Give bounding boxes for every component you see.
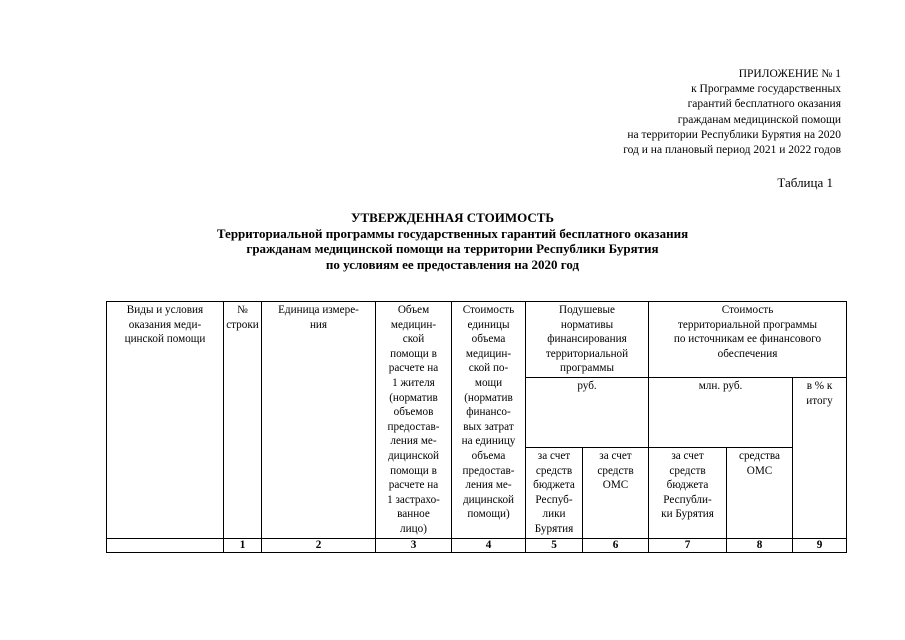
- cell-line: объема: [471, 333, 506, 346]
- header-row-number: [224, 302, 262, 539]
- appendix-line: год и на плановый период 2021 и 2022 годов: [623, 144, 841, 157]
- cell-line: медицин-: [390, 318, 437, 331]
- cell-line: за счет: [671, 449, 704, 462]
- cell-line: ки Бурятия: [661, 508, 714, 521]
- cell-line: на единицу: [461, 435, 516, 448]
- cell-line: бюджета: [666, 479, 709, 492]
- cell-line: 1 жителя: [392, 376, 435, 389]
- sub-budget-rub: [526, 447, 583, 538]
- header-unit-cost: [452, 302, 526, 539]
- cell-line: Республи-: [663, 493, 712, 506]
- column-number: 4: [452, 538, 526, 552]
- cell-line: средств: [597, 464, 634, 477]
- cell-line: финансирования: [547, 333, 627, 346]
- cell-line: №: [237, 304, 248, 316]
- cell-line: средств: [535, 464, 573, 477]
- cost-table: [106, 301, 847, 553]
- cell-line: средства: [739, 449, 781, 462]
- cell-line: расчете на: [388, 362, 439, 375]
- cell-line: ской по-: [468, 362, 509, 375]
- column-number: 5: [526, 538, 583, 552]
- header-per-capita: [526, 302, 649, 378]
- column-numbers-row: [107, 538, 847, 552]
- cell-line: территориальной: [545, 347, 629, 360]
- column-number: 2: [262, 538, 376, 552]
- cell-line: ния: [309, 318, 328, 331]
- cell-line: цинской помощи: [124, 333, 206, 346]
- cell-line: финансо-: [466, 406, 511, 419]
- cell-line: лицо): [400, 522, 427, 535]
- cell-line: ванное: [397, 508, 430, 521]
- cell-line: в % к: [806, 379, 833, 392]
- appendix-line: гарантий бесплатного оказания: [687, 98, 841, 111]
- cell-line: лики: [542, 508, 566, 521]
- cell-line: за счет: [537, 449, 571, 462]
- appendix-line: к Программе государственных: [691, 83, 841, 96]
- cell-line: объема: [471, 449, 506, 462]
- cell-line: Стоимость: [462, 304, 515, 316]
- cell-line: мощи: [474, 376, 503, 389]
- appendix-block: [623, 67, 841, 158]
- cell-line: нормативы: [560, 318, 614, 331]
- sub-oms-rub: [583, 447, 649, 538]
- cell-line: дицинской: [462, 493, 515, 506]
- sub-budget-mln: [649, 447, 727, 538]
- cell-line: (норматив: [464, 391, 513, 404]
- column-number: 7: [649, 538, 727, 552]
- cell-line: 1 застрахо-: [387, 493, 440, 506]
- column-number: 1: [224, 538, 262, 552]
- cell-line: территориальной программы: [678, 318, 818, 331]
- cell-line: ской: [402, 333, 425, 346]
- heading-subtitle-line: по условиям ее предоставления на 2020 год: [325, 256, 580, 272]
- header-unit: [262, 302, 376, 539]
- cell-line: ления ме-: [390, 435, 437, 448]
- heading-title: УТВЕРЖДЕННАЯ СТОИМОСТЬ: [350, 210, 555, 225]
- cell-line: оказания меди-: [128, 318, 202, 331]
- column-number: 3: [376, 538, 452, 552]
- appendix-line: ПРИЛОЖЕНИЕ № 1: [738, 68, 841, 80]
- cell-line: Виды и условия: [126, 304, 204, 316]
- sub-oms-mln: [727, 447, 793, 538]
- cell-line: программы: [560, 362, 614, 375]
- document-heading: [0, 210, 905, 272]
- cell-line: средств: [669, 464, 706, 477]
- cell-line: по источникам ее финансового: [673, 333, 822, 346]
- column-number: 9: [793, 538, 847, 552]
- header-program-cost: [649, 302, 847, 378]
- header-care-types: [107, 302, 224, 539]
- unit-rub: руб.: [526, 377, 649, 447]
- cell-line: ления ме-: [465, 479, 512, 492]
- cell-line: Единица измере-: [278, 304, 359, 316]
- cell-line: помощи в: [390, 347, 437, 360]
- cell-line: помощи в: [390, 464, 437, 477]
- cell-line: Стоимость: [721, 304, 774, 316]
- cell-line: медицин-: [465, 347, 512, 360]
- cell-line: предостав-: [462, 464, 515, 477]
- cell-line: предостав-: [387, 420, 440, 433]
- cell-line: Респуб-: [535, 493, 573, 506]
- appendix-line: на территории Республики Бурятия на 2020: [627, 128, 841, 141]
- table-number: Таблица 1: [777, 175, 833, 190]
- cell-line: объемов: [393, 406, 434, 419]
- column-number: 8: [727, 538, 793, 552]
- cell-line: помощи): [467, 508, 510, 521]
- cell-line: за счет: [599, 449, 632, 462]
- cell-line: Подушевые: [559, 304, 615, 316]
- cell-line: расчете на: [388, 479, 439, 492]
- column-number: [107, 538, 224, 552]
- header-percent: [793, 377, 847, 538]
- appendix-line: гражданам медицинской помощи: [677, 113, 841, 126]
- cell-line: дицинской: [387, 449, 440, 462]
- cell-line: ОМС: [746, 464, 773, 477]
- header-volume: [376, 302, 452, 539]
- cell-line: Бурятия: [534, 522, 574, 535]
- cell-line: бюджета: [533, 479, 575, 492]
- heading-subtitle-line: Территориальной программы государственных гарантий бесплатного оказания: [216, 225, 689, 241]
- cell-line: (норматив: [389, 391, 438, 404]
- cell-line: строки: [226, 318, 259, 331]
- column-number: 6: [583, 538, 649, 552]
- cell-line: ОМС: [602, 479, 629, 492]
- cell-line: Объем: [397, 304, 430, 316]
- unit-mln-rub: млн. руб.: [649, 377, 793, 447]
- cell-line: итогу: [806, 394, 833, 407]
- cell-line: обеспечения: [717, 347, 778, 360]
- heading-subtitle-line: гражданам медицинской помощи на территории Республики Бурятия: [246, 241, 659, 257]
- cell-line: единицы: [467, 318, 510, 331]
- cell-line: вых затрат: [463, 420, 514, 433]
- header-row: [107, 302, 847, 378]
